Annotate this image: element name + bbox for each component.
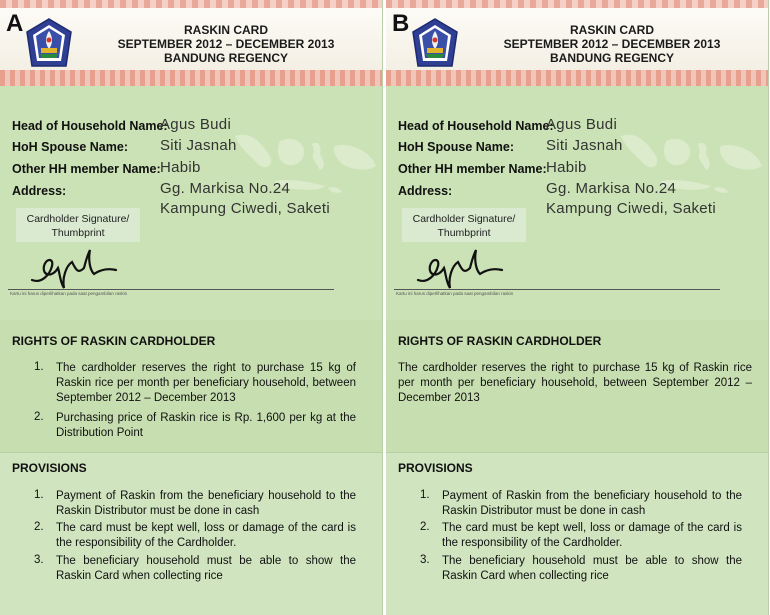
fineprint-text: Kartu ini harus diperlihatkan pada saat pengambilan raskin — [396, 291, 514, 296]
cardholder-signature — [30, 244, 130, 290]
raskin-card-b — [386, 0, 769, 615]
header-title-line-2: SEPTEMBER 2012 – DECEMBER 2013 — [503, 37, 721, 51]
signature-label-line-1: Cardholder Signature/ — [412, 213, 516, 225]
rights-item-text: Purchasing price of Raskin rice is Rp. 1,600 per kg at the Distribution Point — [56, 412, 356, 439]
provision-item-text: The beneficiary household must be able to show the Raskin Card when collecting rice — [442, 555, 742, 582]
fineprint-text: Kartu ini harus diperlihatkan pada saat pengambilan raskin — [10, 291, 128, 296]
regency-crest-icon — [26, 18, 72, 70]
header-title-line-3: BANDUNG REGENCY — [549, 51, 674, 65]
field-label-other-member: Other HH member Name: — [12, 162, 161, 176]
signature-label-box — [16, 208, 140, 242]
field-value-address-line-1: Gg. Markisa No.24 — [546, 180, 677, 197]
field-label-other-member: Other HH member Name: — [398, 162, 547, 176]
provisions-title: PROVISIONS — [398, 461, 473, 475]
field-value-address-line-2: Kampung Ciwedi, Saketi — [546, 200, 717, 217]
panel-letter: A — [6, 10, 24, 37]
card-header — [0, 0, 382, 85]
rights-item-number: 2. — [34, 411, 44, 423]
field-label-spouse: HoH Spouse Name: — [398, 140, 514, 154]
raskin-card-a — [0, 0, 383, 615]
header-title-line-2: SEPTEMBER 2012 – DECEMBER 2013 — [117, 37, 335, 51]
field-label-spouse: HoH Spouse Name: — [12, 140, 128, 154]
header-title-line-1: RASKIN CARD — [184, 23, 268, 37]
provision-item-text: The card must be kept well, loss or damage of the card is the responsibility of the Cardholder. — [56, 522, 356, 549]
provision-item-number: 3. — [34, 554, 44, 566]
rights-item-number: 1. — [34, 361, 44, 373]
field-label-head-of-household: Head of Household Name: — [12, 119, 168, 133]
signature-label-line-2: Thumbprint — [437, 227, 491, 239]
field-value-address-line-2: Kampung Ciwedi, Saketi — [160, 200, 331, 217]
header-title-line-3: BANDUNG REGENCY — [163, 51, 288, 65]
field-value-head-of-household: Agus Budi — [160, 116, 232, 133]
provisions-title: PROVISIONS — [12, 461, 87, 475]
provision-item-text: Payment of Raskin from the beneficiary household to the Raskin Distributor must be done in cash — [56, 490, 356, 517]
provision-item-number: 2. — [420, 521, 430, 533]
rights-title: RIGHTS OF RASKIN CARDHOLDER — [12, 334, 216, 348]
field-label-address: Address: — [398, 184, 453, 198]
rights-paragraph: The cardholder reserves the right to purchase 15 kg of Raskin rice per month per beneficiary household, between September 2012 – December 2013 — [398, 362, 752, 404]
field-label-address: Address: — [12, 184, 67, 198]
signature-line — [394, 289, 720, 290]
provision-item-number: 2. — [34, 521, 44, 533]
card-header — [386, 0, 768, 85]
regency-crest-icon — [412, 18, 458, 70]
provision-item-number: 1. — [34, 489, 44, 501]
field-value-address-line-1: Gg. Markisa No.24 — [160, 180, 291, 197]
provision-item-text: The beneficiary household must be able to show the Raskin Card when collecting rice — [56, 555, 356, 582]
provision-item-text: The card must be kept well, loss or damage of the card is the responsibility of the Cardholder. — [442, 522, 742, 549]
header-title-line-1: RASKIN CARD — [570, 23, 654, 37]
signature-label-box — [402, 208, 526, 242]
field-value-other-member: Habib — [160, 159, 201, 176]
signature-label-line-1: Cardholder Signature/ — [26, 213, 130, 225]
cardholder-signature — [416, 244, 516, 290]
rights-title: RIGHTS OF RASKIN CARDHOLDER — [398, 334, 602, 348]
field-value-spouse: Siti Jasnah — [546, 137, 623, 154]
provision-item-number: 1. — [420, 489, 430, 501]
provision-item-text: Payment of Raskin from the beneficiary household to the Raskin Distributor must be done in cash — [442, 490, 742, 517]
field-value-head-of-household: Agus Budi — [546, 116, 618, 133]
field-label-head-of-household: Head of Household Name: — [398, 119, 554, 133]
provision-item-number: 3. — [420, 554, 430, 566]
header-top-stripe — [0, 0, 382, 8]
panel-letter: B — [392, 10, 410, 37]
signature-line — [8, 289, 334, 290]
header-bottom-stripe — [386, 70, 768, 86]
field-value-spouse: Siti Jasnah — [160, 137, 237, 154]
field-value-other-member: Habib — [546, 159, 587, 176]
header-bottom-stripe — [0, 70, 382, 86]
rights-item-text: The cardholder reserves the right to purchase 15 kg of Raskin rice per month per beneficiary household, between September 2012 – December 2013 — [56, 362, 356, 404]
header-top-stripe — [386, 0, 768, 8]
signature-label-line-2: Thumbprint — [51, 227, 105, 239]
